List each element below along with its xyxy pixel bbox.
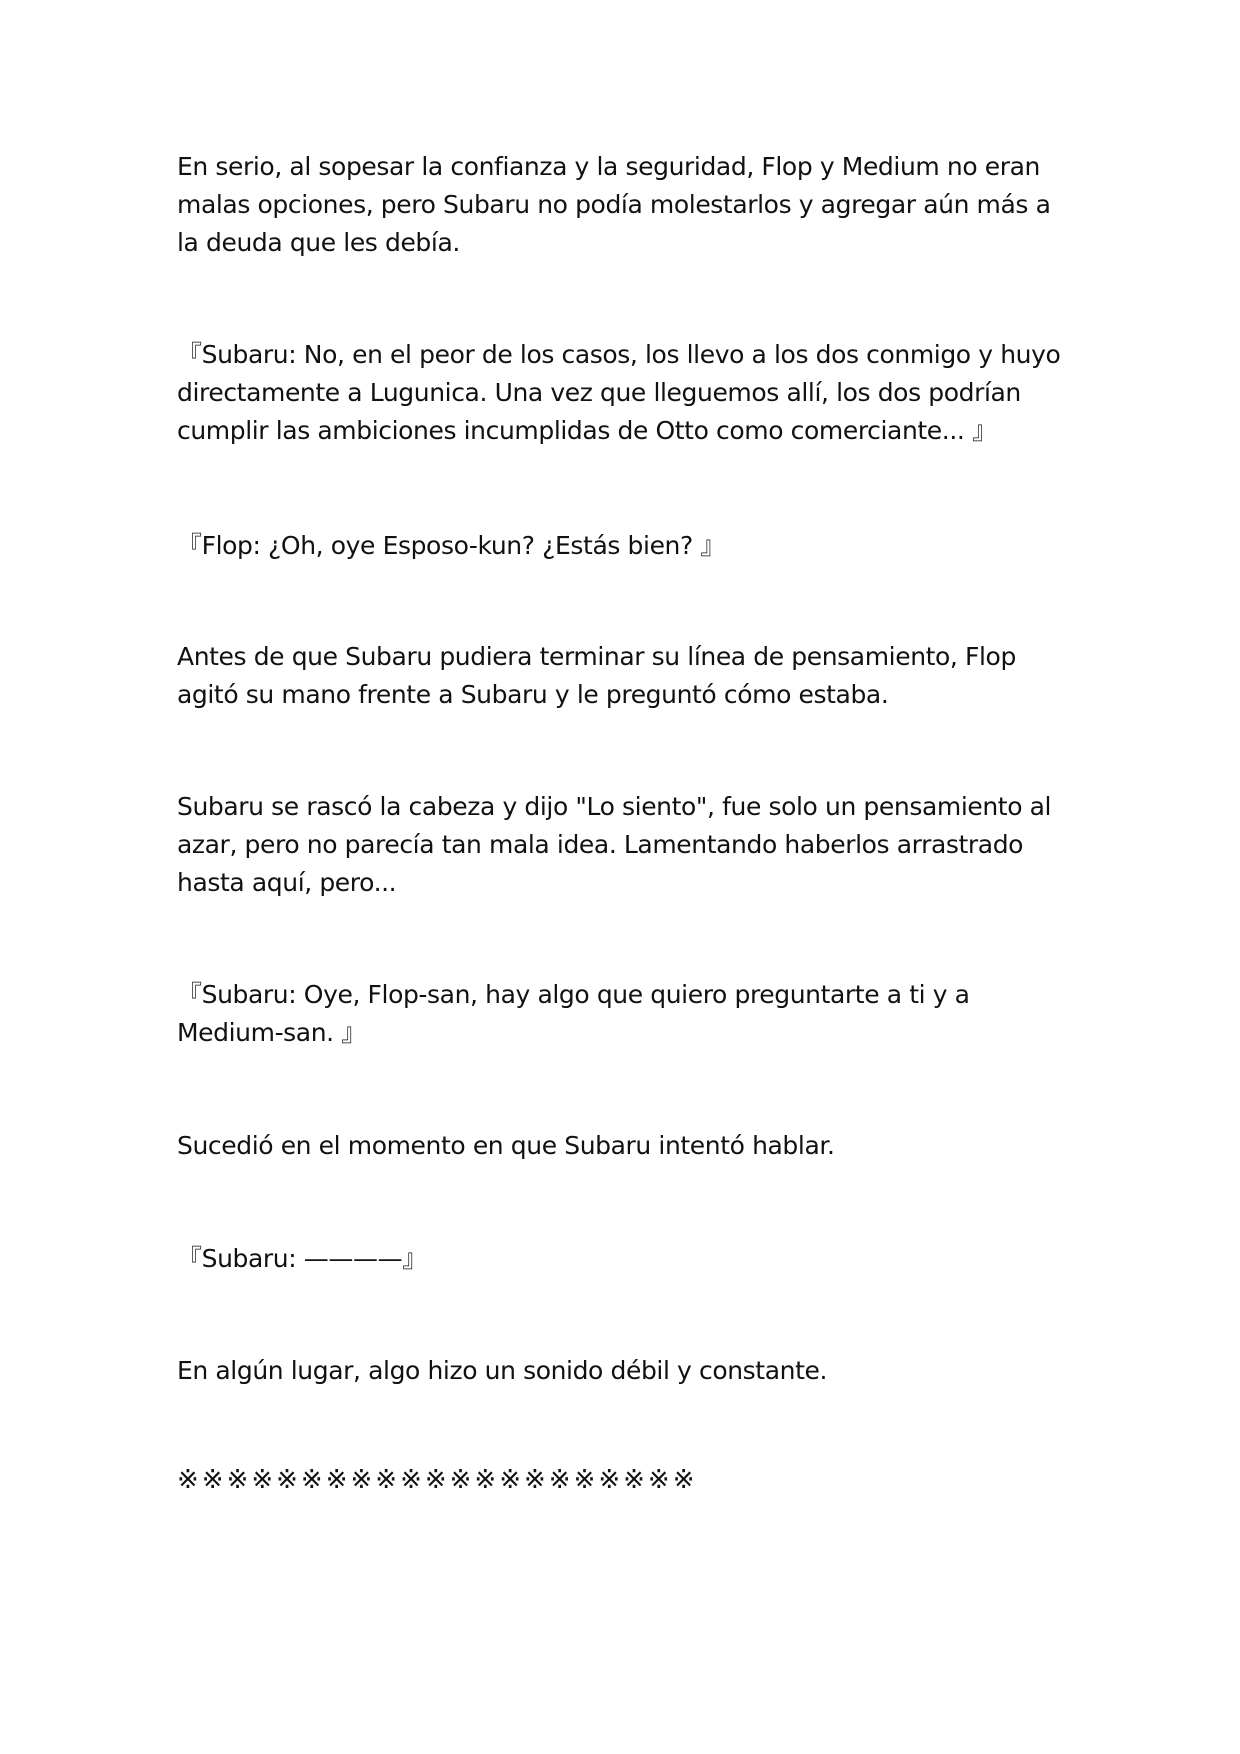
- dialogue-flop-1: 『Flop: ¿Oh, oye Esposo-kun? ¿Estás bien? 』: [177, 531, 726, 560]
- dialogue-subaru-3: 『Subaru: ————』: [177, 1244, 427, 1273]
- paragraph-5: En algún lugar, algo hizo un sonido débil y constante.: [177, 1356, 828, 1385]
- section-separator: ※※※※※※※※※※※※※※※※※※※※※: [177, 1465, 698, 1495]
- paragraph-3: Subaru se rascó la cabeza y dijo "Lo siento", fue solo un pensamiento al azar, pero no parecía tan mala idea. Lamentando haberlos arrastrado hasta aquí, pero...: [177, 792, 1059, 897]
- paragraph-4: Sucedió en el momento en que Subaru intentó hablar.: [177, 1131, 835, 1160]
- paragraph-2: Antes de que Subaru pudiera terminar su línea de pensamiento, Flop agitó su mano frente a Subaru y le preguntó cómo estaba.: [177, 642, 1024, 709]
- dialogue-subaru-1: 『Subaru: No, en el peor de los casos, los llevo a los dos conmigo y huyo directamente a Lugunica. Una vez que lleguemos allí, los dos podrían cumplir las ambiciones incumplidas de Otto como comerciante... 』: [177, 340, 1068, 445]
- paragraph-1: En serio, al sopesar la confianza y la seguridad, Flop y Medium no eran malas opciones, pero Subaru no podía molestarlos y agregar aún más a la deuda que les debía.: [177, 152, 1059, 257]
- dialogue-subaru-2: 『Subaru: Oye, Flop-san, hay algo que quiero preguntarte a ti y a Medium-san. 』: [177, 980, 978, 1047]
